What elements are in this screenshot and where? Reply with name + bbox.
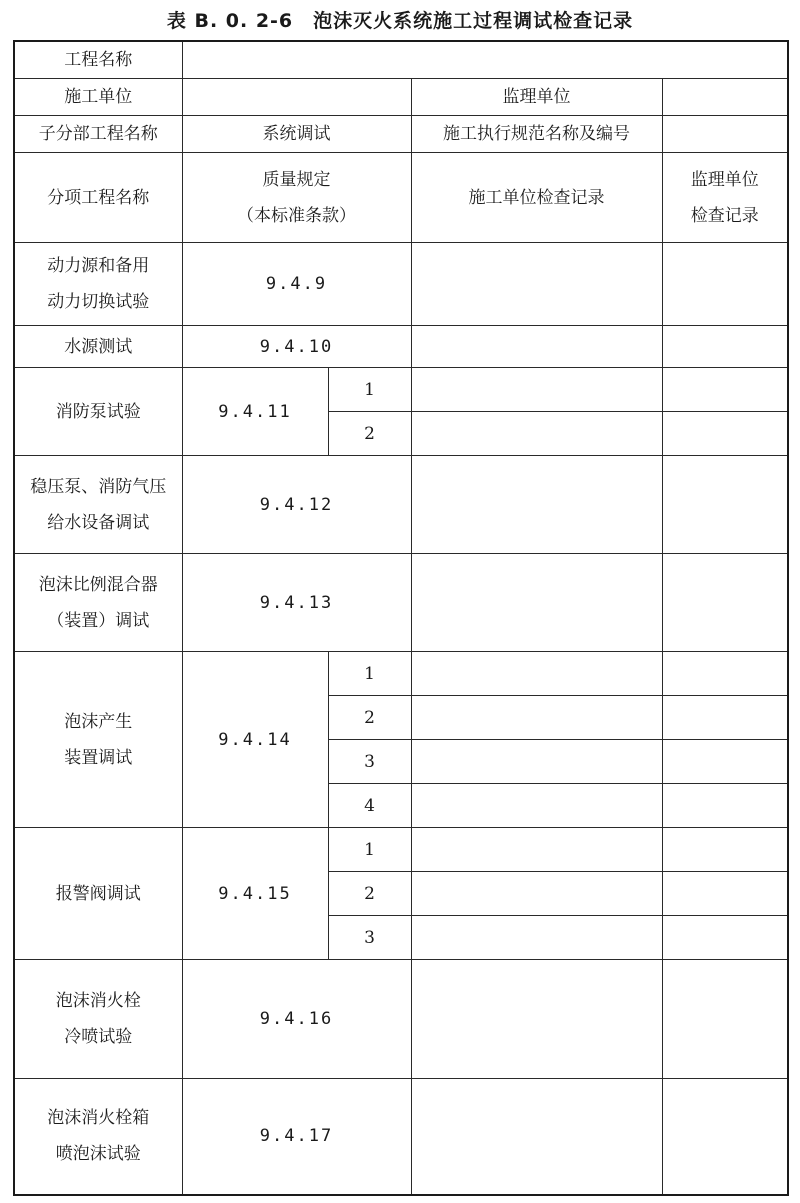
supervision-record-cell[interactable] xyxy=(662,916,788,960)
construction-record-cell[interactable] xyxy=(411,368,662,412)
subdivision-row xyxy=(14,116,788,153)
clause-cell: 9.4.16 xyxy=(182,960,411,1079)
supervision-record-cell[interactable] xyxy=(662,326,788,368)
supervision-record-cell[interactable] xyxy=(662,368,788,412)
clause-cell: 9.4.14 xyxy=(182,652,328,828)
construction-record-cell[interactable] xyxy=(411,872,662,916)
clause-cell: 9.4.10 xyxy=(182,326,411,368)
column-header-row xyxy=(14,153,788,243)
item-name-line2: 喷泡沫试验 xyxy=(55,1144,141,1165)
construction-check-header: 施工单位检查记录 xyxy=(411,153,662,243)
project-name-value[interactable] xyxy=(182,41,788,79)
item-name-line1: 动力源和备用 xyxy=(47,256,150,276)
sub-item-number: 1 xyxy=(328,652,411,696)
item-name xyxy=(14,554,182,652)
item-name xyxy=(14,456,182,554)
clause-cell: 9.4.12 xyxy=(182,456,411,554)
construction-unit-value[interactable] xyxy=(182,79,411,116)
construction-record-cell[interactable] xyxy=(411,960,662,1079)
construction-record-cell[interactable] xyxy=(411,740,662,784)
construction-record-cell[interactable] xyxy=(411,784,662,828)
construction-record-cell[interactable] xyxy=(411,554,662,652)
supervision-record-cell[interactable] xyxy=(662,740,788,784)
item-name-header: 分项工程名称 xyxy=(14,153,182,243)
sub-item-number: 3 xyxy=(328,916,411,960)
supervision-record-cell[interactable] xyxy=(662,456,788,554)
item-name xyxy=(14,243,182,326)
supervision-record-cell[interactable] xyxy=(662,554,788,652)
construction-record-cell[interactable] xyxy=(411,412,662,456)
sub-item-number: 1 xyxy=(328,828,411,872)
supervision-record-cell[interactable] xyxy=(662,1079,788,1195)
project-name-row xyxy=(14,41,788,79)
table-row xyxy=(14,243,788,326)
item-name xyxy=(14,652,182,828)
spec-label: 施工执行规范名称及编号 xyxy=(411,116,662,153)
subdivision-label: 子分部工程名称 xyxy=(14,116,182,153)
construction-unit-row xyxy=(14,79,788,116)
project-name-label: 工程名称 xyxy=(14,41,182,79)
supervision-record-cell[interactable] xyxy=(662,828,788,872)
clause-cell: 9.4.17 xyxy=(182,1079,411,1195)
construction-record-cell[interactable] xyxy=(411,652,662,696)
item-name: 水源测试 xyxy=(14,326,182,368)
construction-record-cell[interactable] xyxy=(411,326,662,368)
table-row xyxy=(14,652,788,696)
supervision-unit-value[interactable] xyxy=(662,79,788,116)
supervision-record-cell[interactable] xyxy=(662,784,788,828)
item-name-line1: 稳压泵、消防气压 xyxy=(30,476,167,497)
construction-record-cell[interactable] xyxy=(411,456,662,554)
item-name: 消防泵试验 xyxy=(14,368,182,456)
inspection-record-table xyxy=(13,40,789,1196)
sub-item-number: 4 xyxy=(328,784,411,828)
item-name-line2: 冷喷试验 xyxy=(64,1027,133,1047)
clause-cell: 9.4.9 xyxy=(182,243,411,326)
table-title: 表 B. 0. 2-6 泡沫灭火系统施工过程调试检查记录 xyxy=(166,10,634,32)
supervision-record-cell[interactable] xyxy=(662,243,788,326)
construction-record-cell[interactable] xyxy=(411,243,662,326)
construction-record-cell[interactable] xyxy=(411,828,662,872)
sub-item-number: 2 xyxy=(328,412,411,456)
clause-cell: 9.4.11 xyxy=(182,368,328,456)
quality-header-line1: 质量规定 xyxy=(262,169,331,190)
supervision-header-line2: 检查记录 xyxy=(690,205,759,226)
subdivision-value: 系统调试 xyxy=(182,116,411,153)
supervision-record-cell[interactable] xyxy=(662,412,788,456)
supervision-record-cell[interactable] xyxy=(662,696,788,740)
clause-cell: 9.4.13 xyxy=(182,554,411,652)
supervision-record-cell[interactable] xyxy=(662,652,788,696)
supervision-unit-label: 监理单位 xyxy=(411,79,662,116)
table-row xyxy=(14,828,788,872)
clause-cell: 9.4.15 xyxy=(182,828,328,960)
item-name-line2: 动力切换试验 xyxy=(47,292,150,312)
construction-unit-label: 施工单位 xyxy=(14,79,182,116)
supervision-check-header xyxy=(662,153,788,243)
sub-item-number: 3 xyxy=(328,740,411,784)
item-name-line2: （装置）调试 xyxy=(47,610,150,631)
item-name-line1: 泡沫消火栓 xyxy=(55,991,141,1011)
table-row xyxy=(14,326,788,368)
table-row xyxy=(14,368,788,412)
item-name xyxy=(14,960,182,1079)
supervision-header-line1: 监理单位 xyxy=(690,169,759,190)
table-row xyxy=(14,1079,788,1195)
quality-header-line2: （本标准条款） xyxy=(237,205,356,226)
item-name-line2: 给水设备调试 xyxy=(47,512,150,533)
table-row xyxy=(14,960,788,1079)
construction-record-cell[interactable] xyxy=(411,1079,662,1195)
table-row xyxy=(14,554,788,652)
supervision-record-cell[interactable] xyxy=(662,872,788,916)
item-name: 报警阀调试 xyxy=(14,828,182,960)
supervision-record-cell[interactable] xyxy=(662,960,788,1079)
construction-record-cell[interactable] xyxy=(411,696,662,740)
item-name-line1: 泡沫消火栓箱 xyxy=(47,1108,150,1129)
item-name xyxy=(14,1079,182,1195)
construction-record-cell[interactable] xyxy=(411,916,662,960)
sub-item-number: 1 xyxy=(328,368,411,412)
sub-item-number: 2 xyxy=(328,696,411,740)
item-name-line1: 泡沫比例混合器 xyxy=(38,574,158,595)
sub-item-number: 2 xyxy=(328,872,411,916)
spec-value[interactable] xyxy=(662,116,788,153)
quality-header xyxy=(182,153,411,243)
table-row xyxy=(14,456,788,554)
item-name-line2: 装置调试 xyxy=(64,747,133,768)
item-name-line1: 泡沫产生 xyxy=(64,711,133,732)
